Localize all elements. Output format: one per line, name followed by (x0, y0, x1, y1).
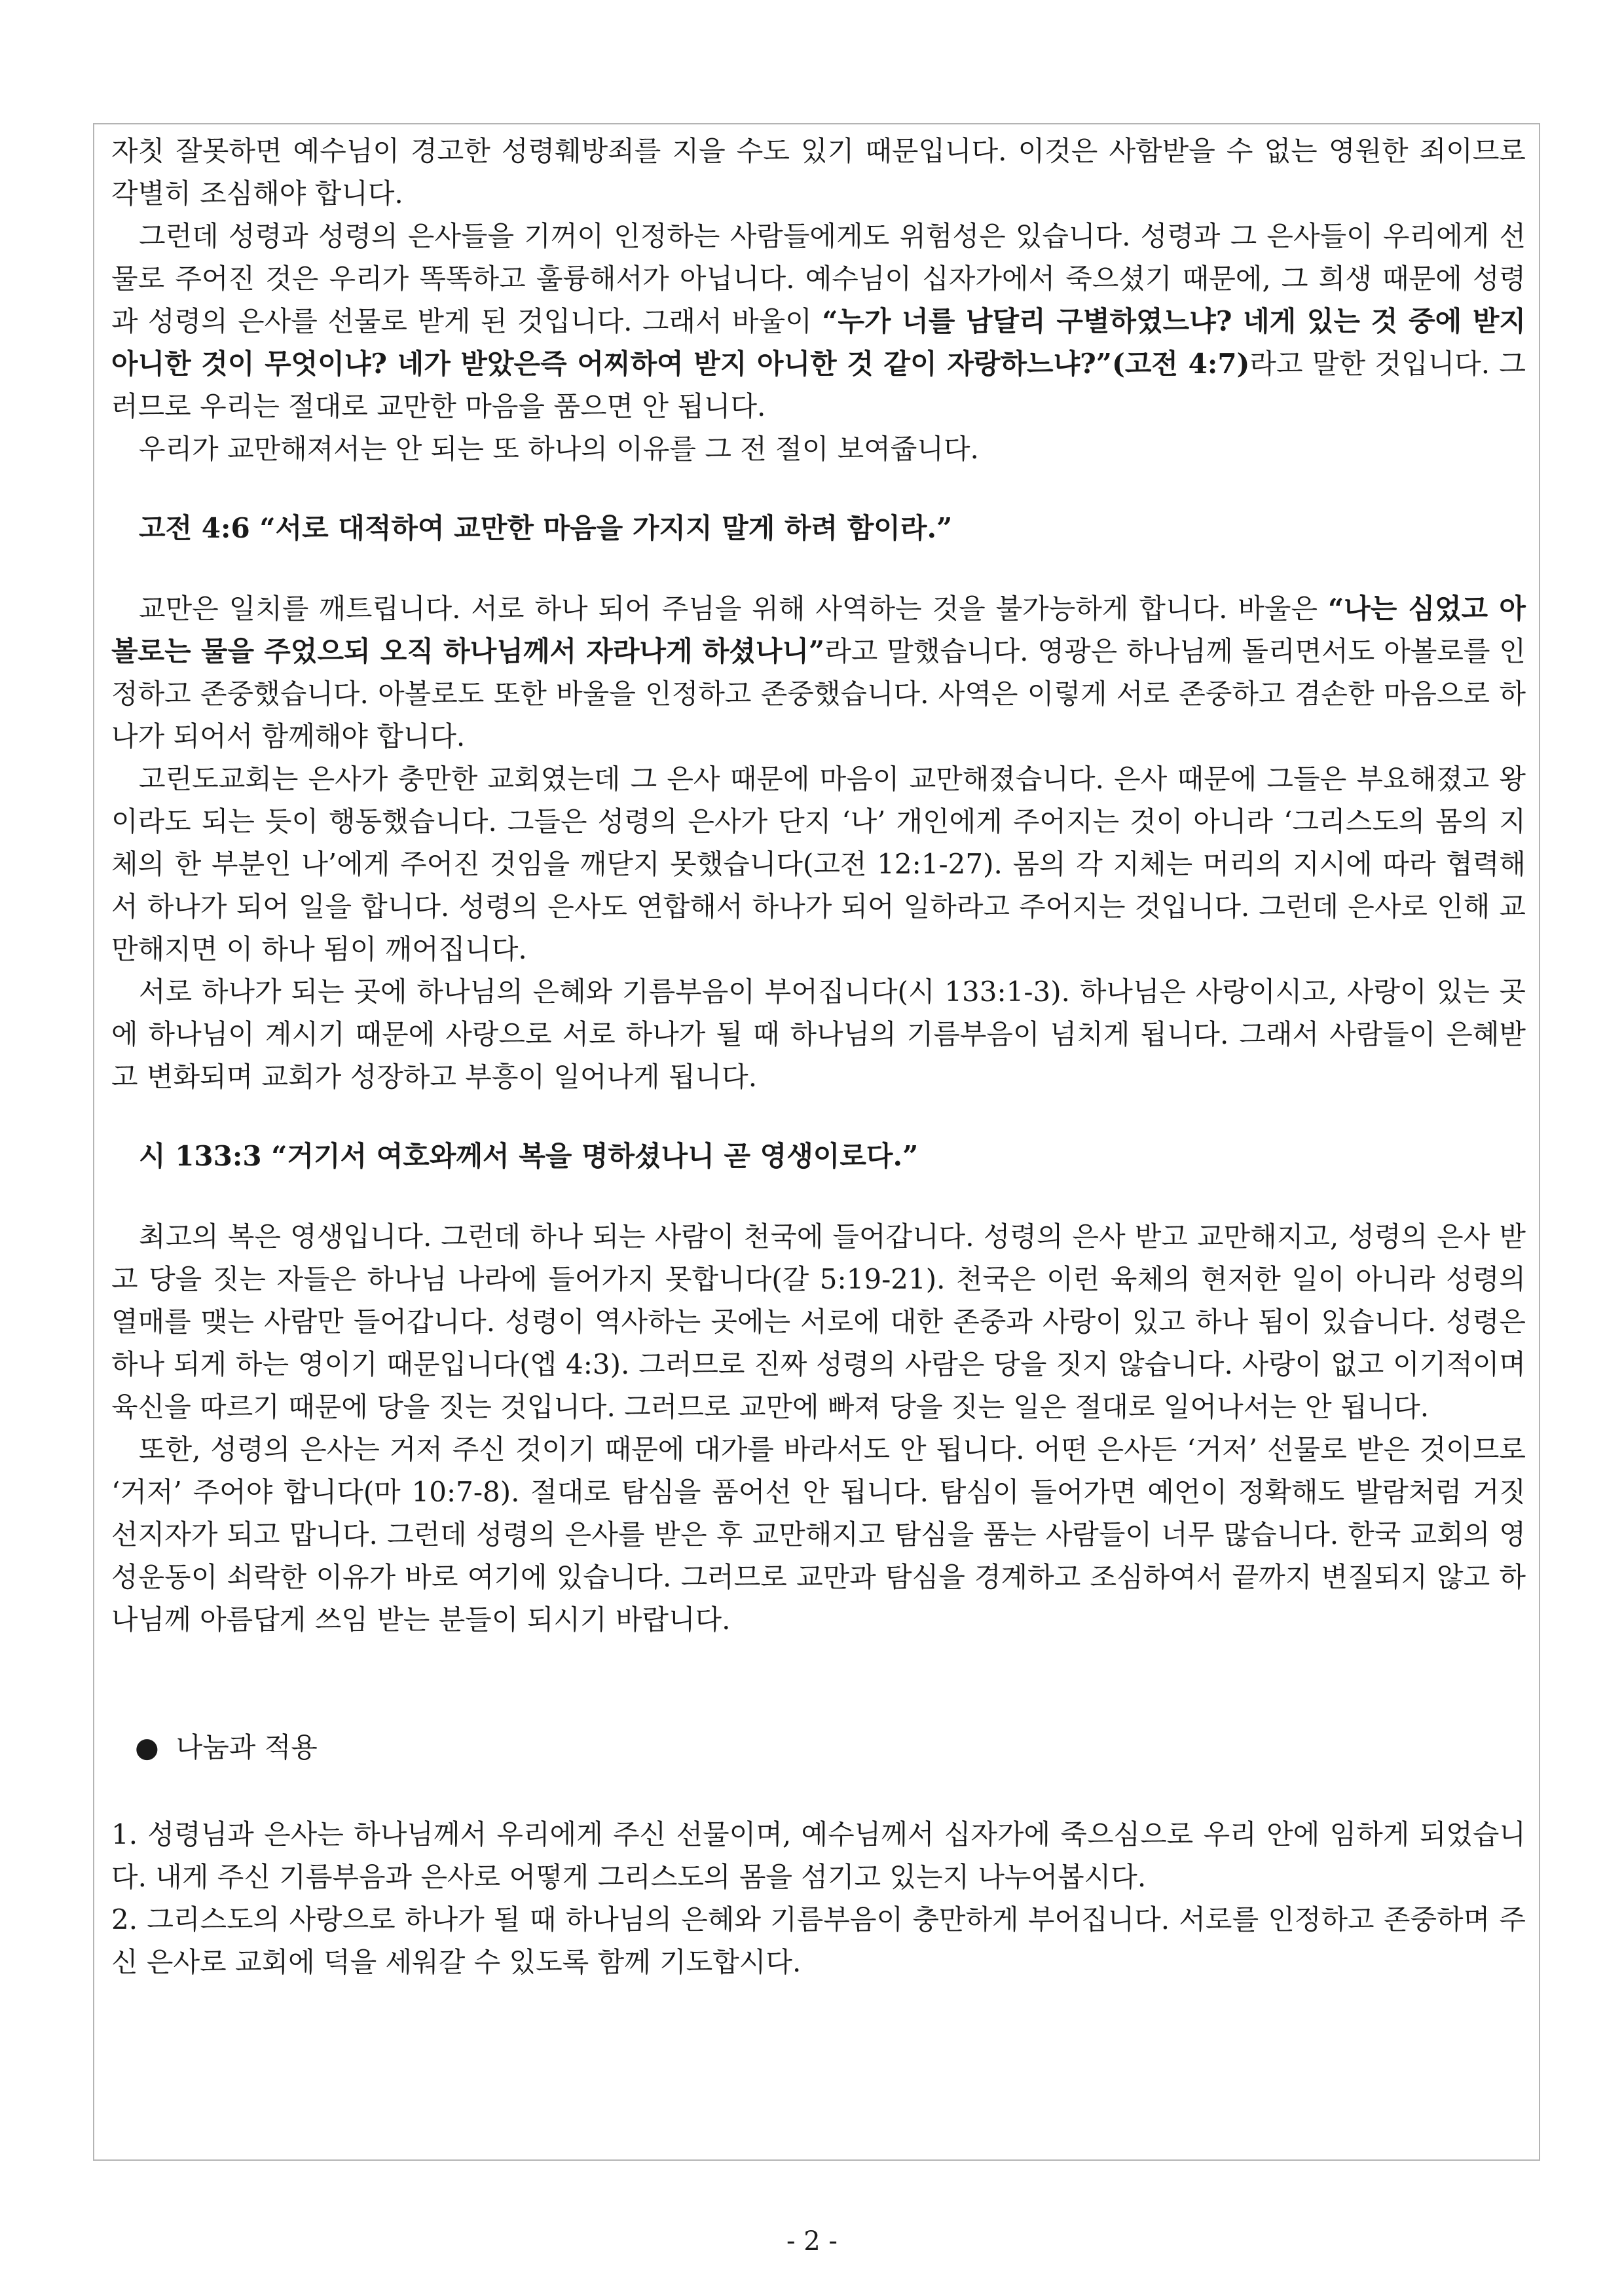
paragraph-2-text-a: 그런데 성령과 성령의 은사들을 기꺼이 인정하는 사람들에게도 위험성은 있습니다. 성령과 그 은사들이 우리에게 선물로 주어진 것은 우리가 똑똑하고 훌륭해서가 아닙니다. 예수님이 십자가에서 죽으셨기 때문에, 그 희생 때문에 성령과 성령의 은사를 선물로 받게 된 것입니다. 그래서 바울이 (111, 220, 1526, 337)
paragraph-1: 자칫 잘못하면 예수님이 경고한 성령훼방죄를 지을 수도 있기 때문입니다. 이것은 사함받을 수 없는 영원한 죄이므로 각별히 조심해야 합니다. (111, 135, 1526, 210)
paragraph-4-text-a: 교만은 일치를 깨트립니다. 서로 하나 되어 주님을 위해 사역하는 것을 불가능하게 합니다. 바울은 (139, 593, 1329, 625)
verse-1-reference: 고전 4:6 (139, 512, 260, 544)
bullet-icon: ● (135, 1731, 159, 1763)
paragraph-3: 우리가 교만해져서는 안 되는 또 하나의 이유를 그 전 절이 보여줍니다. (139, 433, 979, 465)
paragraph-2-text-b: 라고 말한 것입니다. 그러므로 우리는 절대로 교만한 마음을 품으면 안 됩니다. (111, 348, 1526, 422)
paragraph-4-quote: “나는 심었고 아볼로는 물을 주었으되 오직 하나님께서 자라나게 하셨나니” (111, 593, 1526, 667)
sharing-item-1: 1. 성령님과 은사는 하나님께서 우리에게 주신 선물이며, 예수님께서 십자가에 죽으심으로 우리 안에 임하게 되었습니다. 내게 주신 기름부음과 은사로 어떻게 그리스도의 몸을 섬기고 있는지 나누어봅시다. (111, 1818, 1526, 1893)
verse-block-2 (111, 1135, 1526, 1177)
paragraph-6: 서로 하나가 되는 곳에 하나님의 은혜와 기름부음이 부어집니다(시 133:1-3). 하나님은 사랑이시고, 사랑이 있는 곳에 하나님이 계시기 때문에 사랑으로 서로 하나가 될 때 하나님의 기름부음이 넘치게 됩니다. 그래서 사람들이 은혜받고 변화되며 교회가 성장하고 부흥이 일어나게 됩니다. (111, 976, 1526, 1093)
verse-block-1 (111, 507, 1526, 549)
document-body (111, 130, 1526, 1983)
sharing-heading (135, 1726, 1526, 1769)
paragraph-2-quote: “누가 너를 남달리 구별하였느냐? 네게 있는 것 중에 받지 아니한 것이 무엇이냐? 네가 받았은즉 어찌하여 받지 아니한 것 같이 자랑하느냐?”(고전 4:7) (111, 305, 1526, 380)
paragraph-7: 최고의 복은 영생입니다. 그런데 하나 되는 사람이 천국에 들어갑니다. 성령의 은사 받고 교만해지고, 성령의 은사 받고 당을 짓는 자들은 하나님 나라에 들어가지 못합니다(갈 5:19-21). 천국은 이런 육체의 현저한 일이 아니라 성령의 열매를 맺는 사람만 들어갑니다. 성령이 역사하는 곳에는 서로에 대한 존중과 사랑이 있고 하나 됨이 있습니다. 성령은 하나 되게 하는 영이기 때문입니다(엡 4:3). 그러므로 진짜 성령의 사람은 당을 짓지 않습니다. 사랑이 없고 이기적이며 육신을 따르기 때문에 당을 짓는 것입니다. 그러므로 교만에 빠져 당을 짓는 일은 절대로 일어나서는 안 됩니다. (111, 1221, 1526, 1423)
paragraph-2 (111, 215, 1526, 428)
section-spacer (111, 1641, 1526, 1726)
sharing-item-2: 2. 그리스도의 사랑으로 하나가 될 때 하나님의 은혜와 기름부음이 충만하게 부어집니다. 서로를 인정하고 존중하며 주신 은사로 교회에 덕을 세워갈 수 있도록 함께 기도합시다. (111, 1903, 1526, 1978)
paragraph-4 (111, 587, 1526, 758)
paragraph-5: 고린도교회는 은사가 충만한 교회였는데 그 은사 때문에 마음이 교만해졌습니다. 은사 때문에 그들은 부요해졌고 왕이라도 되는 듯이 행동했습니다. 그들은 성령의 은사가 단지 ‘나’ 개인에게 주어지는 것이 아니라 ‘그리스도의 몸의 지체의 한 부분인 나’에게 주어진 것임을 깨닫지 못했습니다(고전 12:1-27). 몸의 각 지체는 머리의 지시에 따라 협력해서 하나가 되어 일을 합니다. 성령의 은사도 연합해서 하나가 되어 일하라고 주어지는 것입니다. 그런데 은사로 인해 교만해지면 이 하나 됨이 깨어집니다. (111, 763, 1526, 965)
sharing-title: 나눔과 적용 (175, 1731, 318, 1763)
verse-2-text: “거기서 여호와께서 복을 명하셨나니 곧 영생이로다.” (271, 1140, 919, 1172)
paragraph-8: 또한, 성령의 은사는 거저 주신 것이기 때문에 대가를 바라서도 안 됩니다. 어떤 은사든 ‘거저’ 선물로 받은 것이므로 ‘거저’ 주어야 합니다(마 10:7-8). 절대로 탐심을 품어선 안 됩니다. 탐심이 들어가면 예언이 정확해도 발람처럼 거짓 선지자가 되고 맙니다. 그런데 성령의 은사를 받은 후 교만해지고 탐심을 품는 사람들이 너무 많습니다. 한국 교회의 영성운동이 쇠락한 이유가 바로 여기에 있습니다. 그러므로 교만과 탐심을 경계하고 조심하여서 끝까지 변질되지 않고 하나님께 아름답게 쓰임 받는 분들이 되시기 바랍니다. (111, 1433, 1526, 1636)
paragraph-4-text-b: 라고 말했습니다. 영광은 하나님께 돌리면서도 아볼로를 인정하고 존중했습니다. 아볼로도 또한 바울을 인정하고 존중했습니다. 사역은 이렇게 서로 존중하고 겸손한 마음으로 하나가 되어서 함께해야 합니다. (111, 635, 1526, 752)
page-number: - 2 - (786, 2226, 838, 2256)
verse-1-text: “서로 대적하여 교만한 마음을 가지지 말게 하려 함이라.” (259, 512, 953, 544)
verse-2-reference: 시 133:3 (139, 1140, 272, 1172)
